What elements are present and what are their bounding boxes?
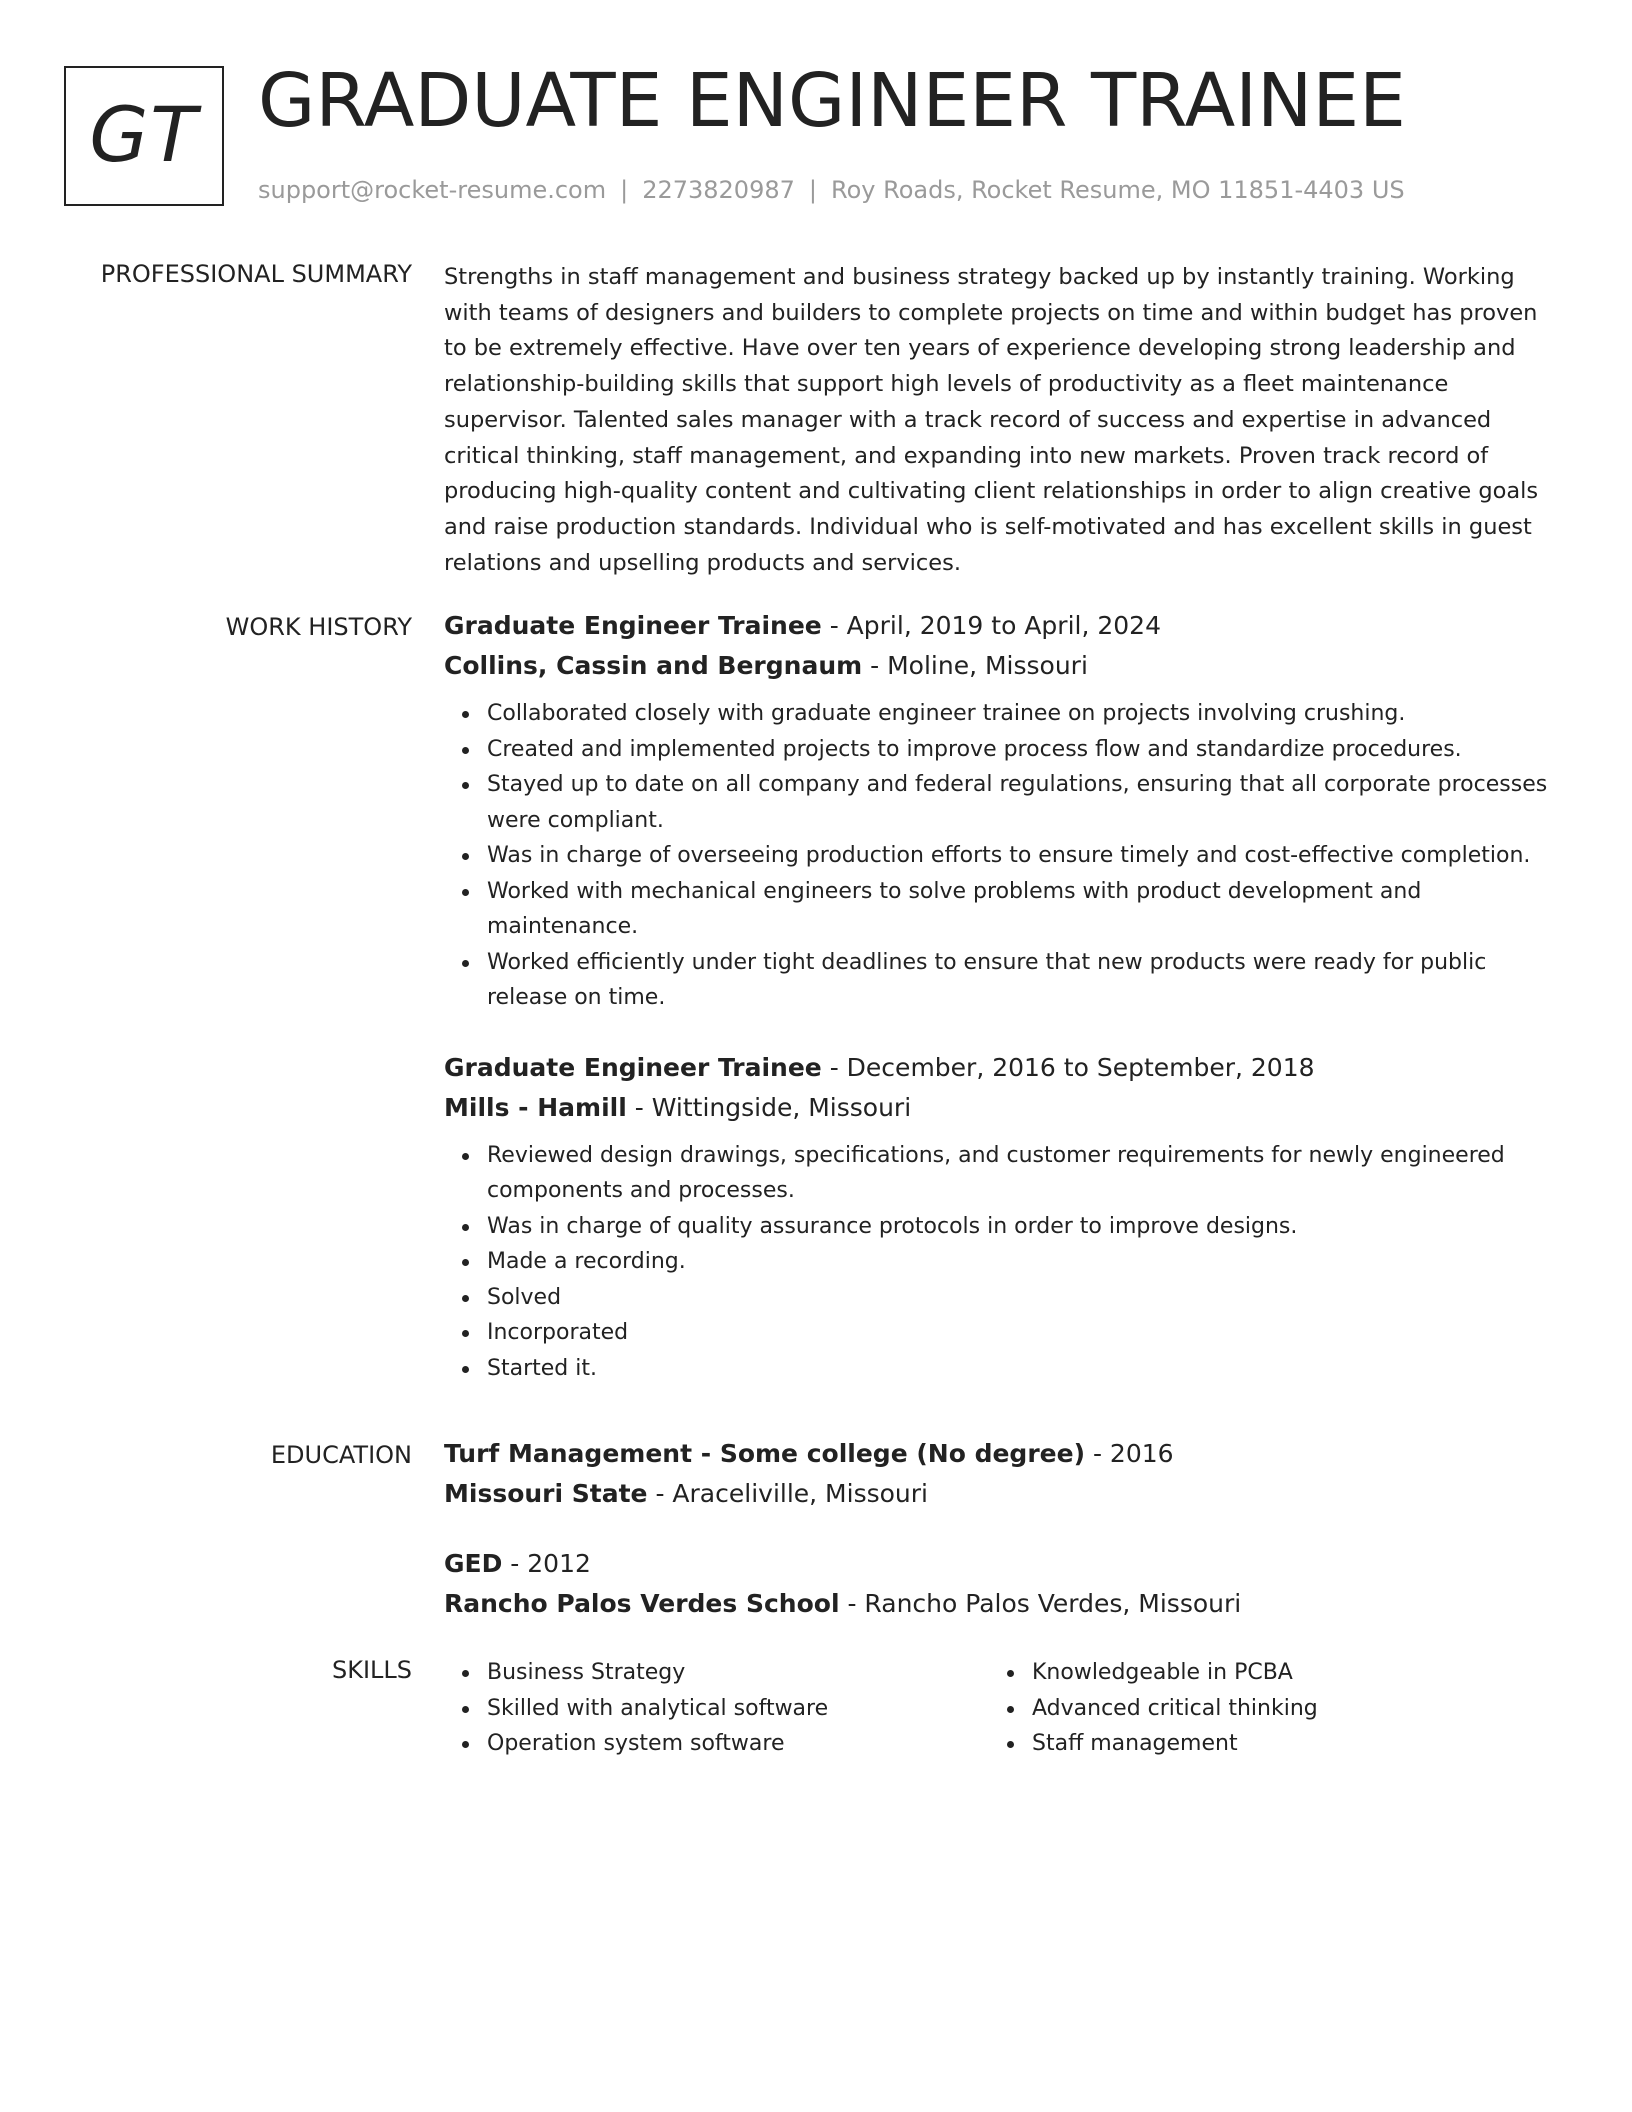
job-bullets	[444, 696, 1552, 1016]
job-bullets	[444, 1138, 1552, 1387]
skill-item: Staff management	[1032, 1726, 1534, 1762]
skill-item: Knowledgeable in PCBA	[1032, 1655, 1534, 1691]
skill-item: Operation system software	[487, 1726, 989, 1762]
education-entry	[444, 1544, 1552, 1624]
contact-line	[258, 175, 1405, 205]
skill-item: Business Strategy	[487, 1655, 989, 1691]
section-label-education: EDUCATION	[270, 1441, 412, 1469]
contact-address: Roy Roads, Rocket Resume, MO 11851-4403 US	[830, 176, 1405, 204]
list-item: Started it.	[487, 1351, 1552, 1387]
list-item: Worked efficiently under tight deadlines to ensure that new products were ready for public release on time.	[487, 945, 1552, 1016]
job-title-line	[444, 1048, 1552, 1088]
job-title-line	[444, 606, 1552, 646]
resume-name: GRADUATE ENGINEER TRAINEE	[258, 58, 1406, 144]
education-location: - Rancho Palos Verdes, Missouri	[839, 1589, 1242, 1618]
job-company: Mills - Hamill	[444, 1092, 627, 1122]
summary-text: Strengths in staff management and business strategy backed up by instantly training. Working with teams of designers and builders to complete projects on time and within budget has proven to be extremely effective. Have over ten years of experience developing strong leadership and relationship-building skills that support high levels of productivity as a fleet maintenance supervisor. Talented sales manager with a track record of success and expertise in advanced critical thinking, staff management, and expanding into new markets. Proven track record of producing high-quality content and cultivating client relationships in order to align creative goals and raise production standards. Individual who is self-motivated and has excellent skills in guest relations and upselling products and services.	[444, 264, 1539, 576]
education-school: Missouri State	[444, 1479, 648, 1508]
education-entry	[444, 1434, 1552, 1514]
job-location: - Wittingside, Missouri	[626, 1092, 912, 1122]
contact-separator: |	[808, 176, 817, 204]
job-dates: - December, 2016 to September, 2018	[821, 1052, 1315, 1082]
education-year: - 2012	[502, 1549, 591, 1578]
skills-list	[444, 1655, 989, 1762]
list-item: Worked with mechanical engineers to solve problems with product development and maintenance.	[487, 874, 1552, 945]
list-item: Stayed up to date on all company and federal regulations, ensuring that all corporate processes were compliant.	[487, 767, 1552, 838]
contact-phone: 2273820987	[642, 176, 795, 204]
skills-column-right	[989, 1655, 1534, 1762]
list-item: Collaborated closely with graduate engineer trainee on projects involving crushing.	[487, 696, 1552, 732]
list-item: Reviewed design drawings, specifications, and customer requirements for newly engineered components and processes.	[487, 1138, 1552, 1209]
education-school-line	[444, 1474, 1552, 1514]
job-title: Graduate Engineer Trainee	[444, 611, 822, 640]
skills-column-left	[444, 1655, 989, 1762]
job-dates: - April, 2019 to April, 2024	[821, 611, 1161, 640]
list-item: Was in charge of overseeing production efforts to ensure timely and cost-effective completion.	[487, 838, 1552, 874]
job-company-line	[444, 646, 1552, 686]
job-entry	[444, 1048, 1552, 1387]
education-location: - Araceliville, Missouri	[647, 1479, 928, 1508]
section-label-skills: SKILLS	[331, 1656, 412, 1684]
skill-item: Skilled with analytical software	[487, 1691, 989, 1727]
education-degree-line	[444, 1434, 1552, 1474]
contact-email: support@rocket-resume.com	[258, 176, 607, 204]
section-label-work-history: WORK HISTORY	[225, 613, 412, 641]
list-item: Made a recording.	[487, 1244, 1552, 1280]
monogram-box	[64, 66, 224, 206]
job-title: Graduate Engineer Trainee	[444, 1052, 822, 1082]
list-item: Created and implemented projects to improve process flow and standardize procedures.	[487, 732, 1552, 768]
job-location: - Moline, Missouri	[862, 651, 1088, 680]
list-item: Incorporated	[487, 1315, 1552, 1351]
skill-item: Advanced critical thinking	[1032, 1691, 1534, 1727]
education-school: Rancho Palos Verdes School	[444, 1589, 840, 1618]
education-degree: Turf Management - Some college (No degree)	[444, 1439, 1085, 1468]
section-label-summary: PROFESSIONAL SUMMARY	[100, 260, 412, 288]
education-degree-line	[444, 1544, 1552, 1584]
contact-separator: |	[620, 176, 629, 204]
list-item: Solved	[487, 1280, 1552, 1316]
skills-grid	[444, 1655, 1552, 1762]
skills-list	[989, 1655, 1534, 1762]
list-item: Was in charge of quality assurance protocols in order to improve designs.	[487, 1209, 1552, 1245]
job-entry	[444, 606, 1552, 1016]
job-company: Collins, Cassin and Bergnaum	[444, 651, 863, 680]
education-year: - 2016	[1085, 1439, 1174, 1468]
education-school-line	[444, 1584, 1552, 1624]
job-company-line	[444, 1088, 1552, 1128]
monogram-initials: GT	[89, 89, 199, 179]
education-degree: GED	[444, 1549, 503, 1578]
